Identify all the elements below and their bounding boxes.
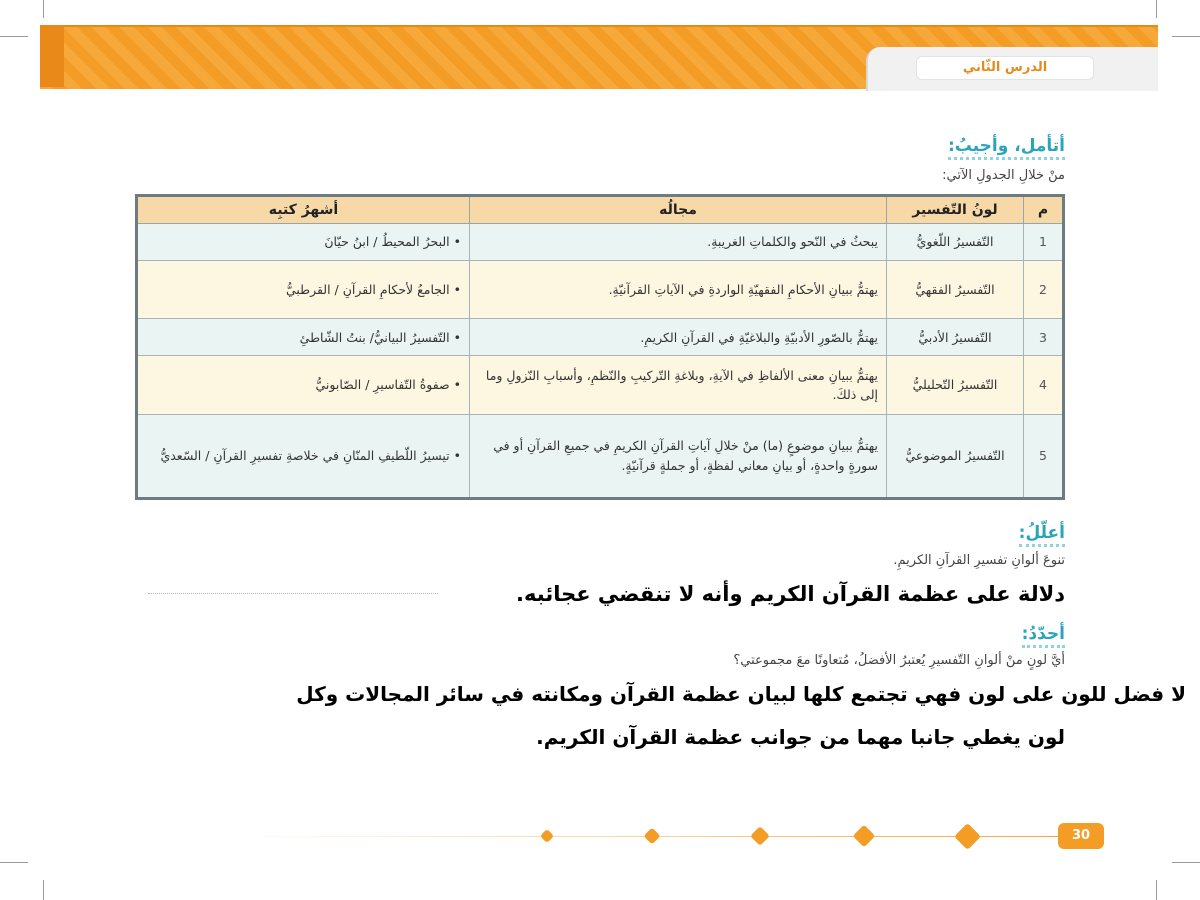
- explain-answer: دلالة على عظمة القرآن الكريم وأنه لا تنقضي عجائبه.: [516, 582, 1065, 606]
- star-ornament: [853, 825, 876, 848]
- crop-mark: [43, 880, 44, 900]
- determine-answer-line-2: لون يغطي جانبا مهما من جوانب عظمة القرآن الكريم.: [536, 725, 1065, 749]
- table-row: [137, 356, 1064, 414]
- row-number: 4: [1024, 356, 1064, 414]
- tafsir-type: التّفسيرُ الفقهيُّ: [887, 261, 1024, 319]
- tafsir-field: يهتمُّ ببيانِ الأحكامِ الفقهيّةِ الواردةِ في الآياتِ القرآنيّةِ.: [470, 261, 887, 319]
- star-ornament: [644, 828, 661, 845]
- tafsir-books: • صفوةُ التّفاسيرِ / الصّابونيُّ: [137, 356, 470, 414]
- column-header-number: م: [1024, 196, 1064, 224]
- star-ornament: [750, 826, 770, 846]
- determine-answer-line-1: لا فضل للون على لون فهي تجتمع كلها لبيان عظمة القرآن ومكانته في سائر المجالات وكل: [296, 682, 1186, 706]
- crop-mark: [1156, 0, 1157, 18]
- table-row: [137, 319, 1064, 356]
- table-row: [137, 261, 1064, 319]
- row-number: 5: [1024, 414, 1064, 498]
- star-ornament: [540, 829, 554, 843]
- answer-line: [148, 593, 438, 594]
- tafsir-field: يهتمُّ بالصّورِ الأدبيّةِ والبلاغيّةِ في القرآنِ الكريمِ.: [470, 319, 887, 356]
- crop-mark: [1156, 880, 1157, 900]
- tafsir-books: • البحرُ المحيطُ / ابنُ حيّانَ: [137, 224, 470, 261]
- tafsir-type: التّفسيرُ التّحليليُّ: [887, 356, 1024, 414]
- tafsir-field: يهتمُّ ببيانِ معنى الألفاظِ في الآيةِ، وبلاغةِ التّركيبِ والنّظمِ، وأسبابِ النّزولِ وما إلى ذلكَ.: [470, 356, 887, 414]
- tafsir-field: يبحثُ في النّحو والكلماتِ الغريبةِ.: [470, 224, 887, 261]
- contemplate-prompt: منْ خلالِ الجدولِ الآتي:: [942, 168, 1065, 183]
- row-number: 1: [1024, 224, 1064, 261]
- determine-heading: أحدّدُ:: [1022, 624, 1065, 648]
- tafsir-books: • تيسيرُ اللّطيفِ المنّانِ في خلاصةِ تفسيرِ القرآنِ / السّعديُّ: [137, 414, 470, 498]
- tafsir-type: التّفسيرُ الأدبيُّ: [887, 319, 1024, 356]
- page-number: 30: [1058, 823, 1104, 849]
- row-number: 3: [1024, 319, 1064, 356]
- crop-mark: [0, 36, 28, 37]
- column-header-type: لونُ التّفسير: [887, 196, 1024, 224]
- tafsir-books: • التّفسيرُ البيانيُّ/ بنتُ الشّاطئِ: [137, 319, 470, 356]
- lesson-title: الدرس الثّاني: [916, 56, 1094, 80]
- row-number: 2: [1024, 261, 1064, 319]
- crop-mark: [1172, 862, 1200, 863]
- tafsir-books: • الجامعُ لأحكامِ القرآنِ / القرطبيُّ: [137, 261, 470, 319]
- tafsir-table: [135, 194, 1065, 500]
- column-header-field: مجالُه: [470, 196, 887, 224]
- explain-prompt: تنوعَ ألوانِ تفسيرِ القرآنِ الكريمِ.: [893, 553, 1065, 568]
- column-header-books: أشهرُ كتبِه: [137, 196, 470, 224]
- banner-edge: [40, 25, 64, 87]
- explain-heading: أعلّلُ:: [1019, 523, 1065, 547]
- crop-mark: [1172, 36, 1200, 37]
- table-row: [137, 224, 1064, 261]
- determine-prompt: أيَّ لونٍ منْ ألوانِ التّفسيرِ يُعتبرُ الأفضلُ، مُتعاونًا معَ مجموعتي؟: [733, 653, 1065, 668]
- table-header-row: [137, 196, 1064, 224]
- tafsir-type: التّفسيرُ اللّغويُّ: [887, 224, 1024, 261]
- crop-mark: [0, 862, 28, 863]
- star-ornament: [954, 823, 981, 850]
- tafsir-type: التّفسيرُ الموضوعيُّ: [887, 414, 1024, 498]
- table-row: [137, 414, 1064, 498]
- contemplate-heading: أتأمل، وأجيبُ:: [948, 136, 1065, 160]
- crop-mark: [43, 0, 44, 18]
- tafsir-field: يهتمُّ ببيانِ موضوعٍ (ما) منْ خلالِ آياتِ القرآنِ الكريمِ في جميعِ القرآنِ أو في سورةٍ واحدةٍ، أو بيانِ معاني لفظةٍ، أو جملةٍ قرآنيّةٍ.: [470, 414, 887, 498]
